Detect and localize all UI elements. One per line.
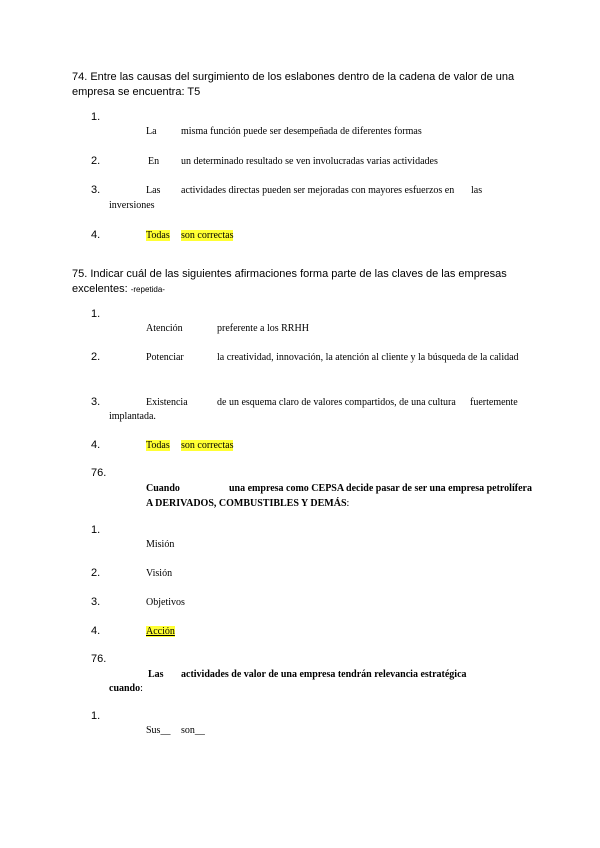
q76b-prompt-word: Las: [148, 669, 164, 680]
q74-option-2-number: 2.: [91, 155, 101, 167]
q76a-option-1-number: 1.: [91, 524, 101, 536]
q74-option-4-number: 4.: [91, 229, 101, 241]
q74-option-3-text: actividades directas pueden ser mejoradas con mayores esfuerzos en: [181, 185, 455, 196]
q74-option-3-line2: inversiones: [109, 200, 155, 211]
q76a-option-4-text: Acción: [146, 626, 175, 637]
q76a-option-1-text: Misión: [146, 539, 175, 550]
q74-option-2-text: un determinado resultado se ven involucradas varias actividades: [181, 156, 438, 167]
q75-option-3-word: Existencia: [146, 397, 188, 408]
q74-option-4-word: Todas: [146, 230, 170, 241]
q75-option-3-line2: implantada.: [109, 411, 156, 422]
q76b-number: 76.: [91, 653, 107, 665]
q75-option-4-number: 4.: [91, 439, 101, 451]
q75-option-4-word: Todas: [146, 440, 170, 451]
q74-option-4-text: son correctas: [181, 230, 234, 241]
q75-option-1-number: 1.: [91, 308, 101, 320]
q75-option-3-tail: fuertemente: [470, 397, 518, 408]
q76a-option-4-number: 4.: [91, 625, 101, 637]
q76b-prompt-line2: cuando:: [109, 683, 143, 694]
q74-option-3-number: 3.: [91, 184, 101, 196]
q76a-option-3-text: Objetivos: [146, 597, 185, 608]
q74-option-1-word: La: [146, 126, 157, 137]
q76a-prompt-word: Cuando: [146, 483, 180, 494]
q75-option-3-text: de un esquema claro de valores compartidos, de una cultura: [217, 397, 456, 408]
q76b-option-1-word: Sus__: [146, 725, 171, 736]
q76a-option-2-number: 2.: [91, 567, 101, 579]
q75-option-2-word: Potenciar: [146, 352, 184, 363]
q74-prompt-line2: empresa se encuentra: T5: [72, 86, 201, 98]
q75-option-2-text: la creatividad, innovación, la atención al cliente y la búsqueda de la calidad: [217, 352, 519, 363]
q76a-prompt-line2: A DERIVADOS, COMBUSTIBLES Y DEMÁS:: [146, 498, 350, 509]
q74-option-1-text: misma función puede ser desempeñada de diferentes formas: [181, 126, 422, 137]
q76b-option-1-text: son__: [181, 725, 205, 736]
q74-option-3-word: Las: [146, 185, 161, 196]
q76b-prompt-text: actividades de valor de una empresa tendrán relevancia estratégica: [181, 669, 467, 680]
q75-option-2-number: 2.: [91, 351, 101, 363]
q75-option-3-number: 3.: [91, 396, 101, 408]
q75-option-4-text: son correctas: [181, 440, 234, 451]
q74-option-1-number: 1.: [91, 111, 101, 123]
q74-option-3-tail: las: [471, 185, 483, 196]
q75-prompt-line1: 75. Indicar cuál de las siguientes afirmaciones forma parte de las claves de las empresas: [72, 268, 507, 280]
q76b-option-1-number: 1.: [91, 710, 101, 722]
q75-prompt-line2: excelentes: -repetida-: [72, 283, 165, 295]
q76a-option-2-text: Visión: [146, 568, 173, 579]
q76a-prompt-text: una empresa como CEPSA decide pasar de ser una empresa petrolífera: [229, 483, 532, 494]
q75-repeated-note: -repetida-: [130, 285, 165, 294]
q75-option-1-word: Atención: [146, 323, 183, 334]
q75-option-1-text: preferente a los RRHH: [217, 323, 309, 334]
q76a-option-3-number: 3.: [91, 596, 101, 608]
q76a-number: 76.: [91, 467, 107, 479]
q74-prompt-line1: 74. Entre las causas del surgimiento de los eslabones dentro de la cadena de valor de una: [72, 71, 515, 83]
q74-option-2-word: En: [148, 156, 160, 167]
